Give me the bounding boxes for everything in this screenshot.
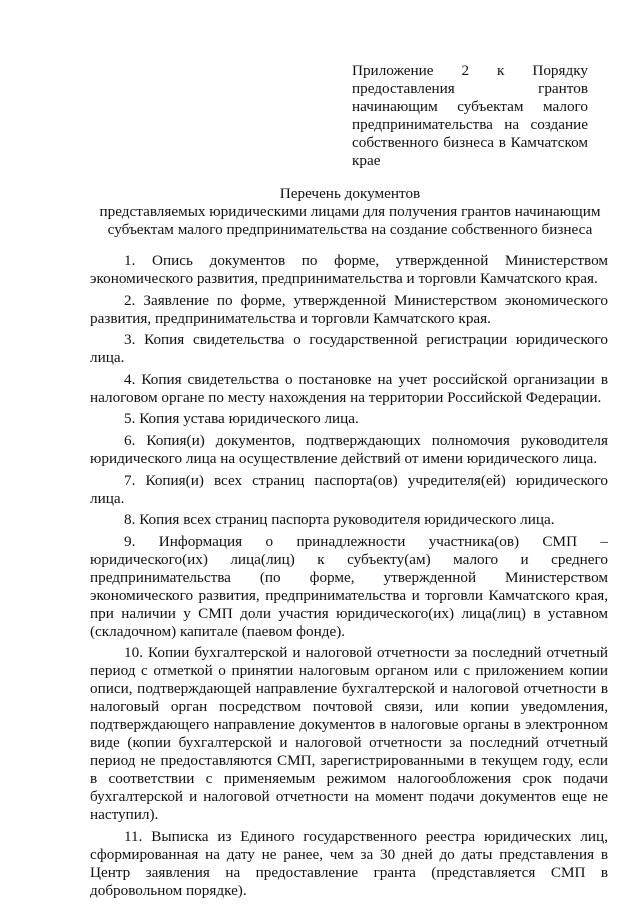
list-item-2: 2. Заявление по форме, утвержденной Министерством экономического развития, предпринимательства и торговли Камчатского края. [90,291,608,327]
list-item-4: 4. Копия свидетельства о постановке на учет российской организации в налоговом органе по месту нахождения на территории Российской Федерации. [90,370,608,406]
list-item-10: 10. Копии бухгалтерской и налоговой отчетности за последний отчетный период с отметкой о принятии налоговым органом или с приложением копии описи, подтверждающей направление бухгалтерской и налоговой отчетности в налоговый орган посредством почтовой связи, или копии уведомления, подтверждающего направление документов в налоговые органы в электронном виде (копии бухгалтерской и налоговой отчетности за последний отчетный период не предоставляются СМП, зарегистрированными в текущем году, если в соответствии с применяемым режимом налогообложения срок подачи бухгалтерской и налоговой отчетности на момент подачи документов еще не наступил). [90,644,608,824]
document-subtitle: представляемых юридическими лицами для получения грантов начинающим субъектам малого предпринимательства на создание собственного бизнеса [99,203,601,238]
list-item-9: 9. Информация о принадлежности участника(ов) СМП – юридического(их) лица(лиц) к субъекту(ам) малого и среднего предпринимательства (по форме, утвержденной Министерством экономического развития, предпринимательства и торговли Камчатского края, при наличии у СМП доли участия юридического(их) лица(лиц) в уставном (складочном) капитале (паевом фонде). [90,532,608,640]
list-item-6: 6. Копия(и) документов, подтверждающих полномочия руководителя юридического лица на осуществление действий от имени юридического лица. [90,431,608,467]
document-title: Перечень документов [279,185,421,202]
list-item-3: 3. Копия свидетельства о государственной регистрации юридического лица. [90,331,608,367]
list-item-11: 11. Выписка из Единого государственного реестра юридических лиц, сформированная на дату не ранее, чем за 30 дней до даты представления в Центр заявления на предоставление гранта (представляется СМП в добровольном порядке). [90,827,608,899]
list-item-7: 7. Копия(и) всех страниц паспорта(ов) учредителя(ей) юридического лица. [90,471,608,507]
document-title-block [90,185,610,239]
document-list [90,252,608,904]
list-item-1: 1. Опись документов по форме, утвержденной Министерством экономического развития, предпринимательства и торговли Камчатского края. [90,252,608,287]
appendix-note: Приложение 2 к Порядку предоставления грантов начинающим субъектам малого предпринимательства на создание собственного бизнеса в Камчатском крае [352,62,588,169]
list-item-5: 5. Копия устава юридического лица. [124,410,359,428]
list-item-8: 8. Копия всех страниц паспорта руководителя юридического лица. [124,511,555,529]
